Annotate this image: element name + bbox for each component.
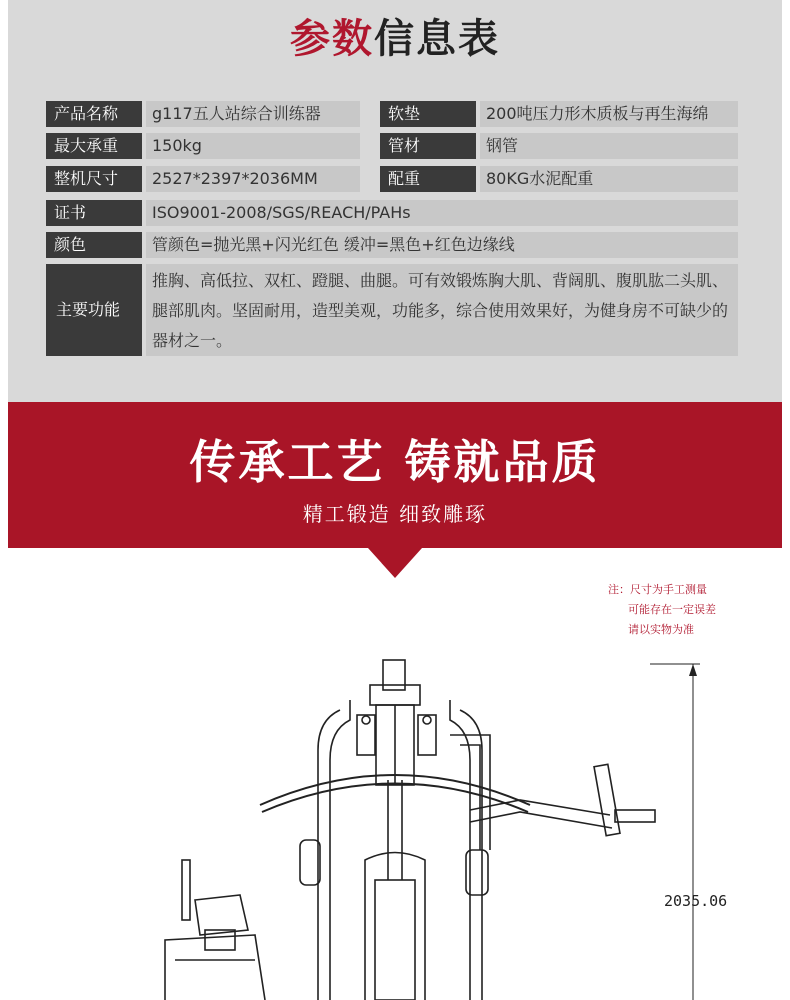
label-main-function: 主要功能 [46, 264, 142, 356]
value-dimensions: 2527*2397*2036MM [146, 166, 360, 192]
value-padding: 200吨压力形木质板与再生海绵 [480, 101, 738, 127]
value-tubing: 钢管 [480, 133, 738, 159]
value-certificate: ISO9001-2008/SGS/REACH/PAHs [146, 200, 738, 226]
label-color: 颜色 [46, 232, 142, 258]
title-rest: 信息表 [374, 16, 500, 62]
height-dimension-label: 2035.06 [664, 892, 728, 910]
measurement-note [608, 580, 716, 640]
parameter-title [8, 12, 782, 66]
value-max-load: 150kg [146, 133, 360, 159]
banner-subtitle: 精工锻造 细致雕琢 [302, 502, 488, 526]
label-padding: 软垫 [380, 101, 476, 127]
value-main-function: 推胸、高低拉、双杠、蹬腿、曲腿。可有效锻炼胸大肌、背阔肌、腹肌肱二头肌、腿部肌肉。坚固耐用，造型美观，功能多，综合使用效果好，为健身房不可缺少的器材之一。 [146, 264, 738, 356]
label-max-load: 最大承重 [46, 133, 142, 159]
value-counterweight: 80KG水泥配重 [480, 166, 738, 192]
label-dimensions: 整机尺寸 [46, 166, 142, 192]
title-highlight: 参数 [290, 16, 374, 62]
note-line-1: 注：尺寸为手工测量 [608, 583, 707, 596]
label-counterweight: 配重 [380, 166, 476, 192]
label-product-name: 产品名称 [46, 101, 142, 127]
label-certificate: 证书 [46, 200, 142, 226]
note-line-2: 可能存在一定误差 [628, 603, 716, 616]
craft-banner [8, 402, 782, 548]
label-tubing: 管材 [380, 133, 476, 159]
note-line-3: 请以实物为准 [628, 623, 694, 636]
value-product-name: g117五人站综合训练器 [146, 101, 360, 127]
banner-title: 传承工艺 铸就品质 [189, 435, 601, 489]
value-color: 管颜色=抛光黑+闪光红色 缓冲=黑色+红色边缘线 [146, 232, 738, 258]
